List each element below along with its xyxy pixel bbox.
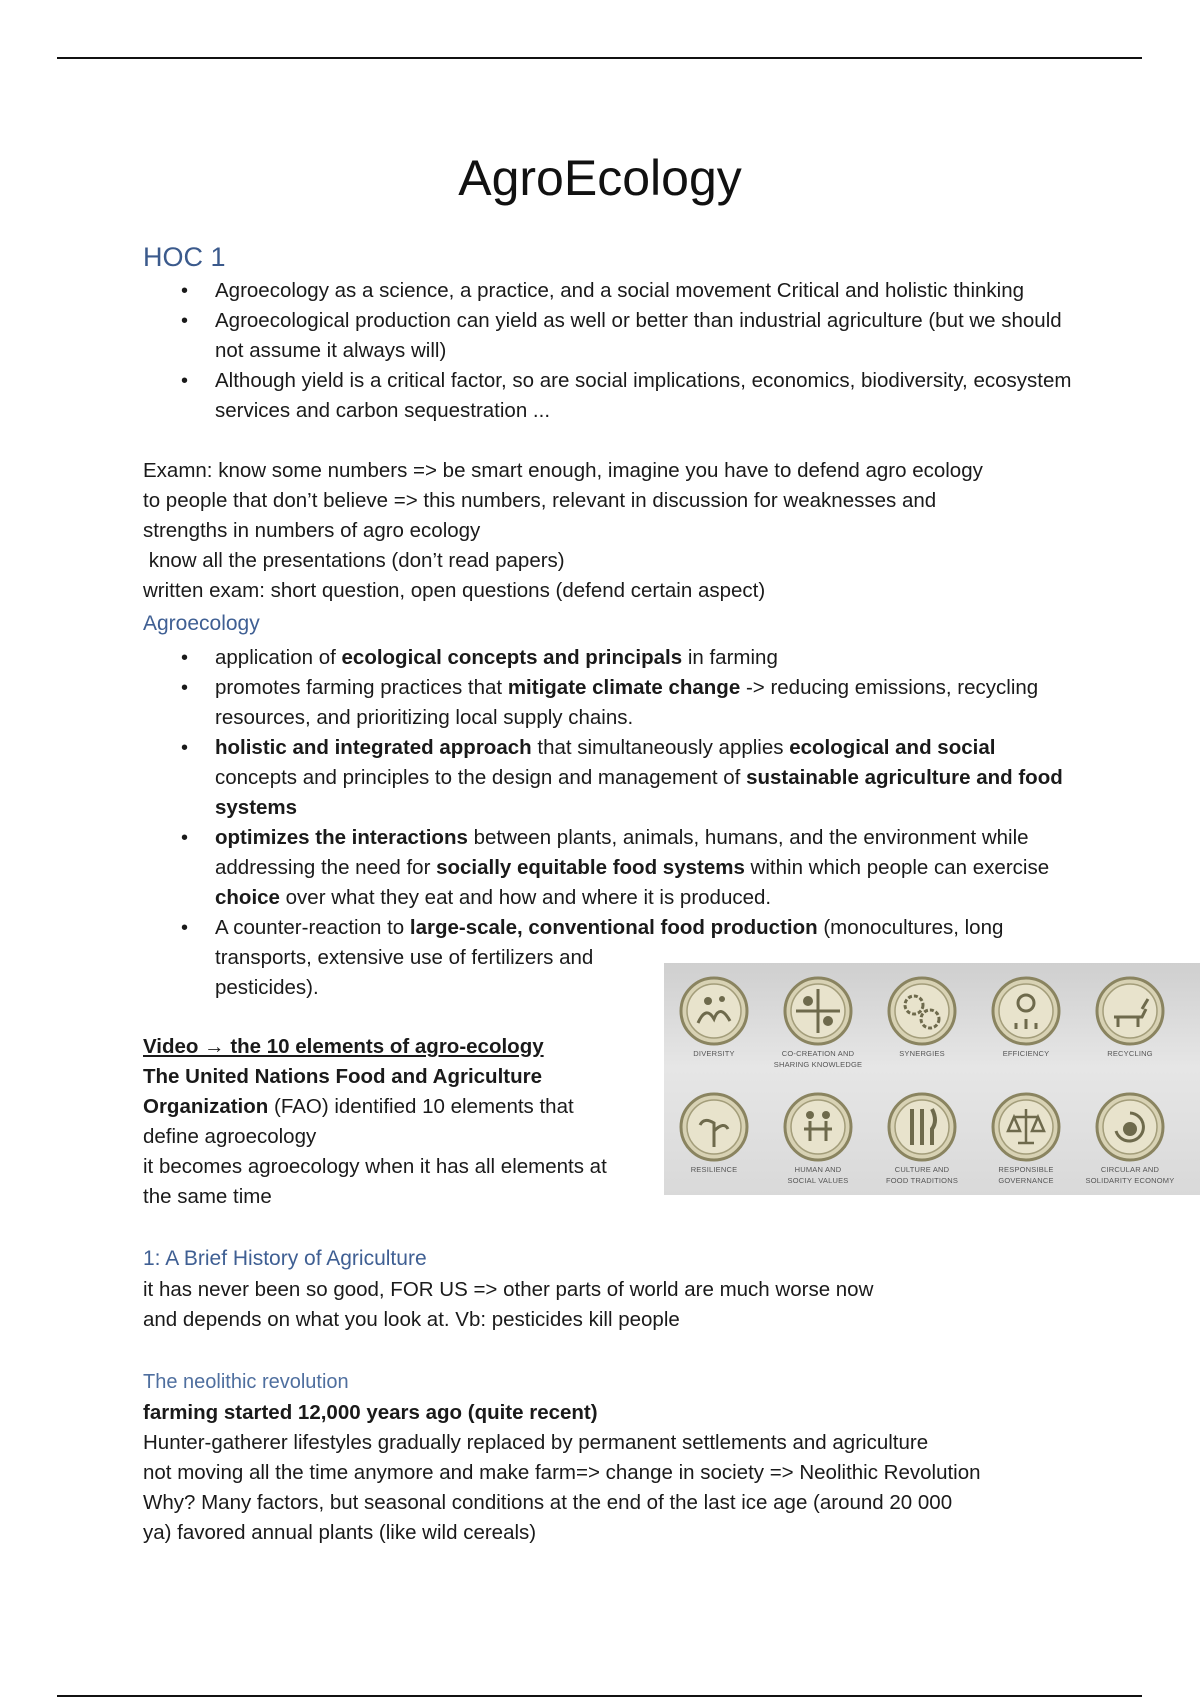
bold-span: socially equitable food systems (436, 856, 745, 879)
heading-neolithic: The neolithic revolution (143, 1371, 349, 1393)
hoc1-bullet-list (143, 276, 1073, 426)
video-line: the same time (143, 1185, 272, 1208)
bold-span: mitigate climate change (507, 676, 741, 699)
bold-span: sustainable agriculture and food systems (215, 766, 1063, 819)
element-label: SOCIAL VALUES (787, 1176, 849, 1185)
circular-economy-icon (1094, 1091, 1166, 1163)
text-span: over what they eat and how and where it is produced. (279, 886, 772, 909)
exam-line: to people that don’t believe => this numbers, relevant in discussion for weaknesses and (143, 489, 937, 512)
fao-element (1080, 1091, 1180, 1185)
neolithic-line: Hunter-gatherer lifestyles gradually replaced by permanent settlements and agriculture (143, 1431, 929, 1454)
fao-element (768, 1091, 868, 1185)
fao-element (768, 975, 868, 1069)
element-label: RECYCLING (1107, 1049, 1153, 1058)
resilience-icon (678, 1091, 750, 1163)
culture-icon (886, 1091, 958, 1163)
history-line: and depends on what you look at. Vb: pesticides kill people (143, 1308, 680, 1331)
bullet-line: pesticides). (215, 976, 319, 999)
fao-element (664, 975, 764, 1060)
text-span: application of (215, 646, 342, 669)
video-line: it becomes agroecology when it has all elements at (143, 1155, 607, 1178)
element-label: GOVERNANCE (998, 1176, 1054, 1185)
history-line: it has never been so good, FOR US => other parts of world are much worse now (143, 1278, 874, 1301)
video-line (143, 1092, 607, 1122)
heading-hoc1: HOC 1 (143, 242, 226, 272)
text-span: within which people can exercise (744, 856, 1050, 879)
recycling-icon (1094, 975, 1166, 1047)
video-section (143, 1032, 607, 1212)
element-label: HUMAN AND (794, 1165, 842, 1174)
element-label: CO-CREATION AND (781, 1049, 855, 1058)
element-label: CIRCULAR AND (1100, 1165, 1160, 1174)
list-item: • Although yield is a critical factor, so are social implications, economics, biodiversity, ecosystem services and carbon sequestration ... (143, 366, 1073, 426)
bold-span: holistic and integrated approach (215, 736, 532, 759)
element-label: SYNERGIES (899, 1049, 945, 1058)
fao-element (872, 975, 972, 1060)
bottom-rule (57, 1695, 1142, 1697)
element-label: FOOD TRADITIONS (885, 1176, 959, 1185)
fao-element (1080, 975, 1180, 1060)
bold-span: ecological and social (789, 736, 996, 759)
governance-icon (990, 1091, 1062, 1163)
element-label: RESILIENCE (690, 1165, 738, 1174)
diversity-icon (678, 975, 750, 1047)
text-span: A counter-reaction to (215, 916, 410, 939)
fao-element (872, 1091, 972, 1185)
element-label: RESPONSIBLE (998, 1165, 1054, 1174)
fao-element (664, 1091, 764, 1176)
text-span: (FAO) identified 10 elements that (268, 1095, 574, 1118)
list-item: • Agroecology as a science, a practice, and a social movement Critical and holistic thinking (143, 276, 1073, 306)
video-line: define agroecology (143, 1125, 317, 1148)
neolithic-line: Why? Many factors, but seasonal conditions at the end of the last ice age (around 20 000 (143, 1491, 953, 1514)
fao-element (976, 1091, 1076, 1185)
text-span: (monocultures, long (817, 916, 1004, 939)
bold-span: farming started 12,000 years ago (quite recent) (143, 1401, 598, 1424)
text-span: promotes farming practices that (215, 676, 508, 699)
document-title: AgroEcology (458, 150, 742, 206)
exam-line: know all the presentations (don’t read papers) (143, 549, 565, 572)
bold-span: choice (215, 886, 280, 909)
element-label: CULTURE AND (894, 1165, 950, 1174)
text-span: in farming (682, 646, 778, 669)
agroecology-bullet-list (143, 643, 1073, 1003)
text-span: between plants, animals, humans, and the environment while addressing the need for (215, 826, 1029, 879)
list-item (143, 733, 1073, 823)
bold-span: Organization (143, 1095, 269, 1118)
element-label: EFFICIENCY (1002, 1049, 1050, 1058)
bold-span: The United Nations Food and Agriculture (143, 1065, 542, 1088)
element-label: DIVERSITY (693, 1049, 735, 1058)
fao-elements-figure (664, 963, 1200, 1195)
efficiency-icon (990, 975, 1062, 1047)
human-values-icon (782, 1091, 854, 1163)
fao-element (976, 975, 1076, 1060)
neolithic-line: ya) favored annual plants (like wild cereals) (143, 1521, 537, 1544)
neolithic-line (143, 1398, 981, 1428)
heading-agroecology: Agroecology (143, 612, 260, 635)
exam-notes (143, 456, 983, 606)
bold-span: large-scale, conventional food production (409, 916, 818, 939)
text-span: -> reducing emissions, recycling resources, and prioritizing local supply chains. (215, 676, 1039, 729)
video-line (143, 1062, 607, 1092)
bold-span: optimizes the interactions (215, 826, 468, 849)
list-item (143, 823, 1073, 913)
list-item (143, 643, 1073, 673)
neolithic-line: not moving all the time anymore and make farm=> change in society => Neolithic Revolution (143, 1461, 981, 1484)
exam-line: Examn: know some numbers => be smart enough, imagine you have to defend agro ecology (143, 459, 983, 482)
bullet-line (215, 913, 1073, 943)
text-span: that simultaneously applies (531, 736, 790, 759)
bold-span: ecological concepts and principals (341, 646, 683, 669)
exam-line: strengths in numbers of agro ecology (143, 519, 481, 542)
neolithic-text (143, 1398, 981, 1548)
text-span: concepts and principles to the design and management of (215, 766, 747, 789)
video-heading (143, 1032, 607, 1062)
list-item: • Agroecological production can yield as well or better than industrial agriculture (but we should not assume it always will) (143, 306, 1073, 366)
element-label: SHARING KNOWLEDGE (773, 1060, 863, 1069)
element-label: SOLIDARITY ECONOMY (1085, 1176, 1175, 1185)
heading-history: 1: A Brief History of Agriculture (143, 1247, 427, 1270)
synergies-icon (886, 975, 958, 1047)
exam-line: written exam: short question, open questions (defend certain aspect) (143, 579, 766, 602)
bold-span: Video → the 10 elements of agro-ecology (143, 1035, 544, 1058)
history-text (143, 1275, 873, 1335)
list-item (143, 673, 1073, 733)
co-creation-icon (782, 975, 854, 1047)
bullet-line: transports, extensive use of fertilizers and (215, 946, 594, 969)
top-rule (57, 57, 1142, 59)
